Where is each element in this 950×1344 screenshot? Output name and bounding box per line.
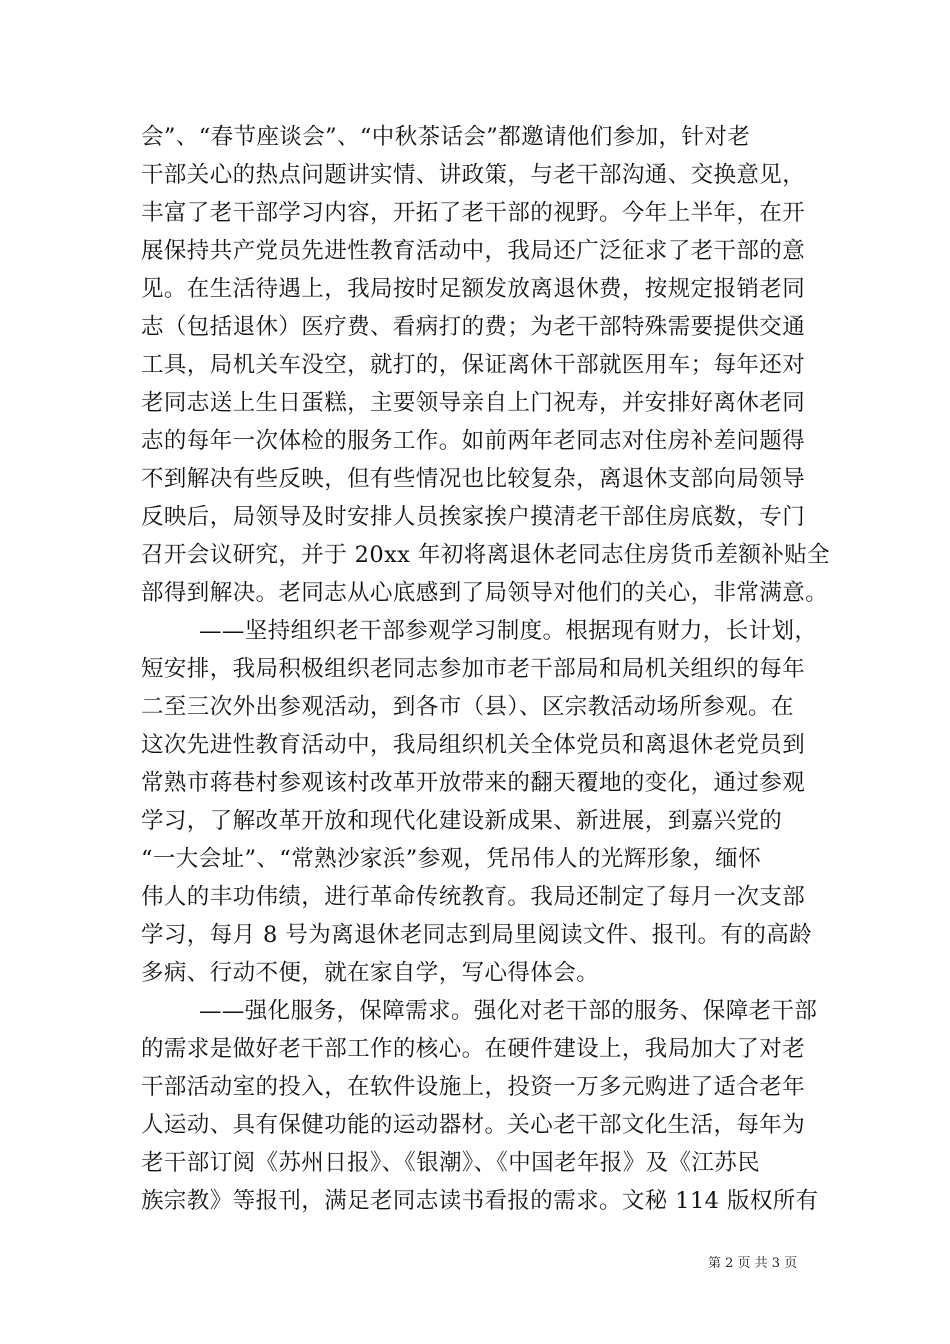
text-line: 召开会议研究，并于 20xx 年初将离退休老同志住房货币差额补贴全 <box>141 542 831 568</box>
text-line: 不到解决有些反映，但有些情况也比较复杂，离退休支部向局领导 <box>141 466 806 492</box>
text-line: 老同志送上生日蛋糕，主要领导亲自上门祝寿，并安排好离休老同 <box>141 390 806 416</box>
text-line: 展保持共产党员先进性教育活动中，我局还广泛征求了老干部的意 <box>141 238 806 264</box>
text-line: 学习，每月 8 号为离退休老同志到局里阅读文件、报刊。有的高龄 <box>141 922 813 948</box>
text-line: 学习，了解改革开放和现代化建设新成果、新进展，到嘉兴党的 <box>141 808 783 834</box>
page-number-footer: 第 2 页 共 3 页 <box>708 1256 798 1271</box>
text-line: 志（包括退休）医疗费、看病打的费；为老干部特殊需要提供交通 <box>141 314 806 340</box>
text-line: “一大会址”、“常熟沙家浜”参观，凭吊伟人的光辉形象，缅怀 <box>141 846 762 872</box>
text-line: 志的每年一次体检的服务工作。如前两年老同志对住房补差问题得 <box>141 428 806 454</box>
paragraph-start-line: ——坚持组织老干部参观学习制度。根据现有财力，长计划， <box>199 618 818 644</box>
text-line: 这次先进性教育活动中，我局组织机关全体党员和离退休老党员到 <box>141 732 806 758</box>
text-line: 伟人的丰功伟绩，进行革命传统教育。我局还制定了每月一次支部 <box>141 884 806 910</box>
text-line: 会”、“春节座谈会”、“中秋茶话会”都邀请他们参加，针对老 <box>141 124 751 150</box>
text-line: 二至三次外出参观活动，到各市（县）、区宗教活动场所参观。在 <box>141 694 794 720</box>
paragraph-start-line: ——强化服务，保障需求。强化对老干部的服务、保障老干部 <box>199 998 818 1024</box>
text-line: 工具，局机关车没空，就打的，保证离休干部就医用车；每年还对 <box>141 352 806 378</box>
text-line: 短安排，我局积极组织老同志参加市老干部局和局机关组织的每年 <box>141 656 806 682</box>
text-line: 干部活动室的投入，在软件设施上，投资一万多元购进了适合老年 <box>141 1074 806 1100</box>
text-line: 丰富了老干部学习内容，开拓了老干部的视野。今年上半年，在开 <box>141 200 806 226</box>
text-line: 老干部订阅《苏州日报》、《银潮》、《中国老年报》及《江苏民 <box>141 1150 761 1176</box>
text-line: 干部关心的热点问题讲实情、讲政策，与老干部沟通、交换意见， <box>141 162 806 188</box>
text-line: 见。在生活待遇上，我局按时足额发放离退休费，按规定报销老同 <box>141 276 806 302</box>
text-line: 的需求是做好老干部工作的核心。在硬件建设上，我局加大了对老 <box>141 1036 806 1062</box>
text-line: 人运动、具有保健功能的运动器材。关心老干部文化生活，每年为 <box>141 1112 806 1138</box>
text-line: 常熟市蒋巷村参观该村改革开放带来的翻天覆地的变化，通过参观 <box>141 770 806 796</box>
text-line: 部得到解决。老同志从心底感到了局领导对他们的关心，非常满意。 <box>141 580 829 606</box>
text-line: 反映后，局领导及时安排人员挨家挨户摸清老干部住房底数，专门 <box>141 504 806 530</box>
text-line: 多病、行动不便，就在家自学，写心得体会。 <box>141 960 600 986</box>
text-line: 族宗教》等报刊，满足老同志读书看报的需求。文秘 114 版权所有 <box>141 1188 819 1214</box>
document-body <box>141 118 831 1220</box>
